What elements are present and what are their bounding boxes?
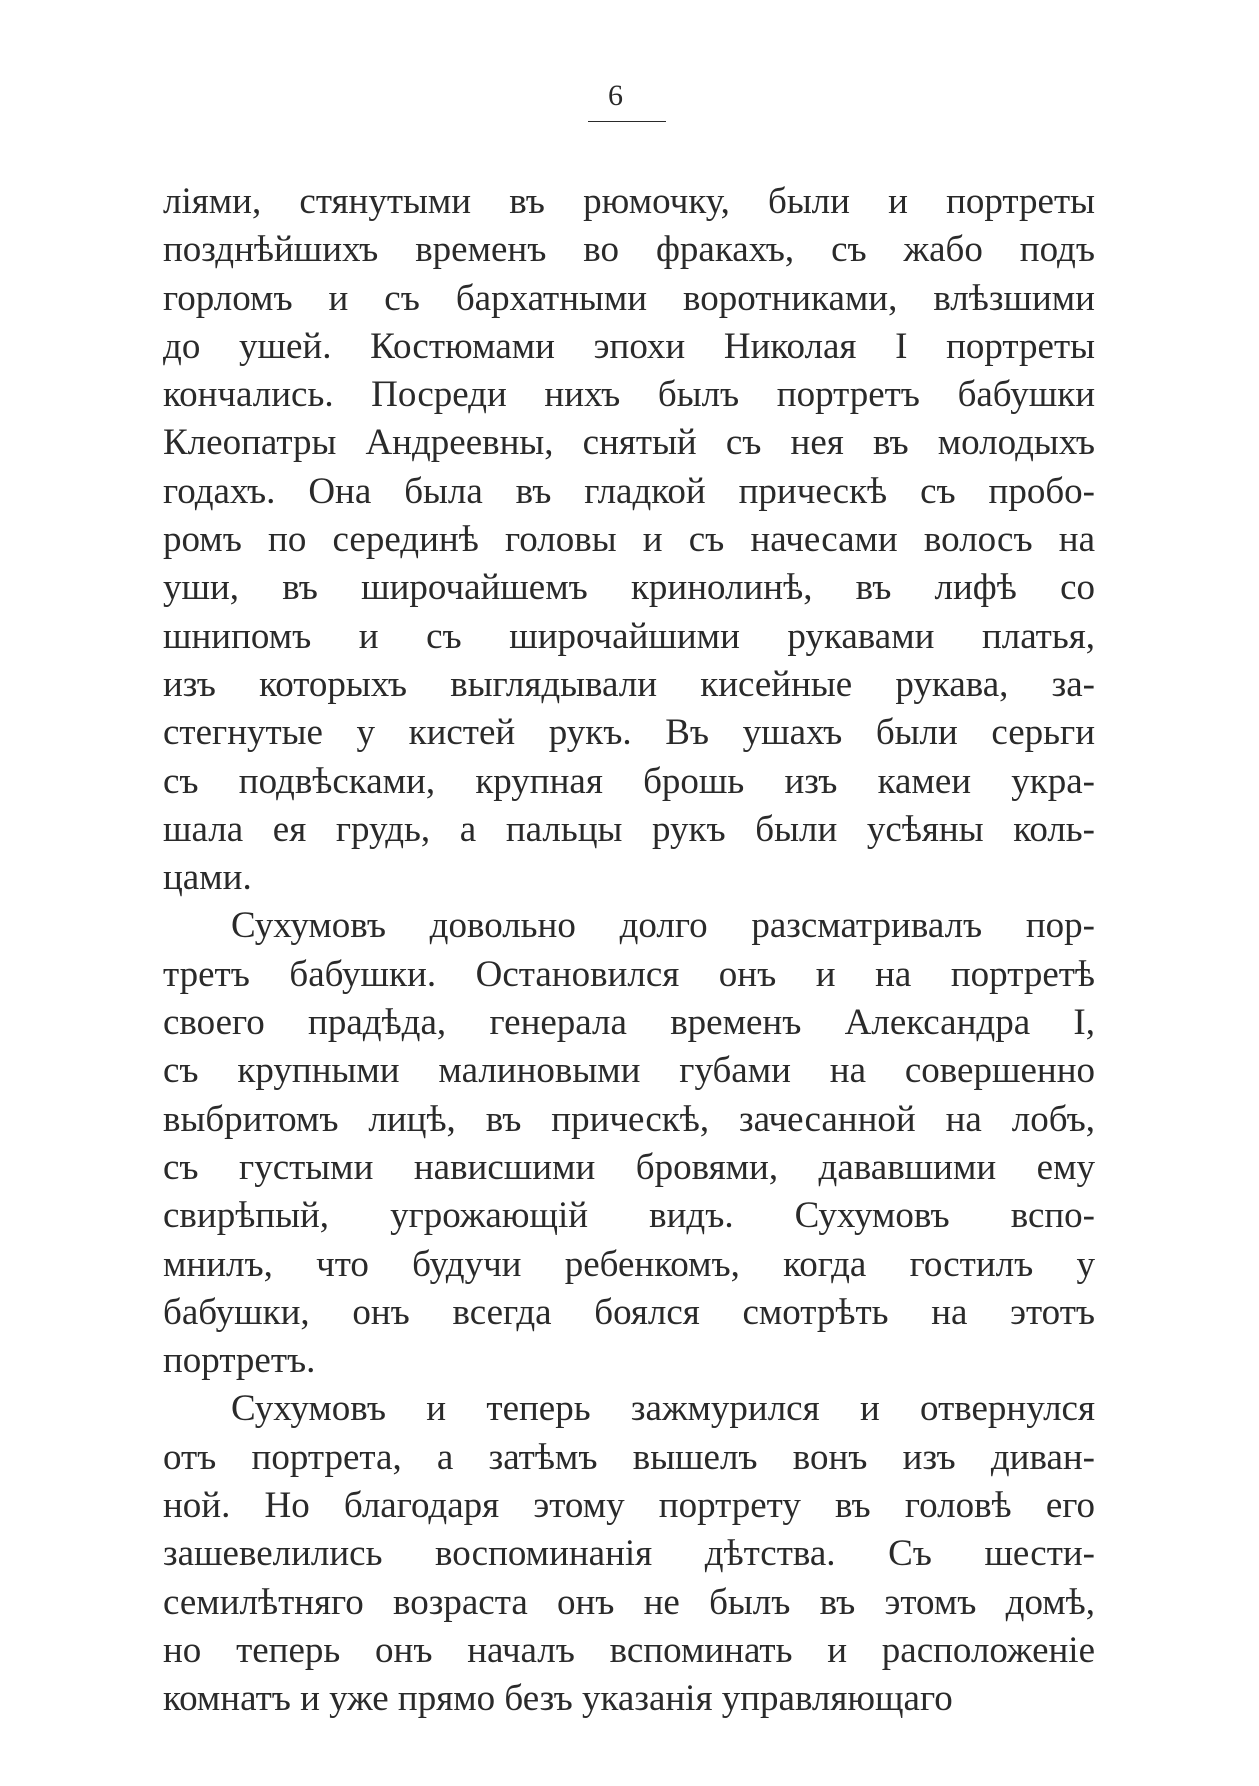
body-text: [163, 178, 1095, 1724]
text-line: но теперь онъ началъ вспоминать и расположеніе: [163, 1629, 1095, 1671]
text-line: годахъ. Она была въ гладкой прическѣ съ пробо-: [163, 470, 1095, 512]
text-line: кончались. Посреди нихъ былъ портретъ бабушки: [163, 374, 1095, 416]
text-line: выбритомъ лицѣ, въ прическѣ, зачесанной на лобъ,: [163, 1098, 1095, 1140]
page-number-rule: [588, 121, 666, 122]
text-line: съ подвѣсками, крупная брошь изъ камеи укра-: [163, 760, 1095, 802]
paragraph: [163, 1385, 1095, 1723]
text-line: Клеопатры Андреевны, снятый съ нея въ молодыхъ: [163, 422, 1095, 464]
text-line: комнатъ и уже прямо безъ указанія управляющаго: [163, 1678, 953, 1720]
text-line: цами.: [163, 857, 252, 899]
page-number: 6: [608, 79, 623, 112]
text-line: портретъ.: [163, 1340, 316, 1382]
paragraph: [163, 902, 1095, 1385]
text-line: до ушей. Костюмами эпохи Николая I портреты: [163, 325, 1095, 367]
text-line: стегнутые у кистей рукъ. Въ ушахъ были серьги: [163, 712, 1095, 754]
text-line: шала ея грудь, а пальцы рукъ были усѣяны коль-: [163, 808, 1095, 850]
text-line: свирѣпый, угрожающій видъ. Сухумовъ вспо-: [163, 1195, 1095, 1237]
text-line: третъ бабушки. Остановился онъ и на портретѣ: [163, 953, 1095, 995]
text-line: шнипомъ и съ широчайшими рукавами платья,: [163, 615, 1095, 657]
text-line: ромъ по серединѣ головы и съ начесами волосъ на: [163, 519, 1095, 561]
text-line: ной. Но благодаря этому портрету въ головѣ его: [163, 1485, 1095, 1527]
text-line: Сухумовъ довольно долго разсматривалъ пор-: [231, 905, 1095, 947]
text-line: съ крупными малиновыми губами на совершенно: [163, 1050, 1095, 1092]
text-line: изъ которыхъ выглядывали кисейные рукава, за-: [163, 663, 1095, 705]
text-line: ліями, стянутыми въ рюмочку, были и портреты: [163, 181, 1095, 222]
text-line: уши, въ широчайшемъ кринолинѣ, въ лифѣ со: [163, 567, 1095, 609]
text-line: семилѣтняго возраста онъ не былъ въ этомъ домѣ,: [163, 1581, 1095, 1623]
text-line: позднѣйшихъ временъ во фракахъ, съ жабо подъ: [163, 229, 1095, 271]
text-line: отъ портрета, а затѣмъ вышелъ вонъ изъ диван-: [163, 1436, 1095, 1478]
paragraph: [163, 178, 1095, 902]
text-line: своего прадѣда, генерала временъ Александра I,: [163, 1002, 1095, 1044]
text-line: Сухумовъ и теперь зажмурился и отвернулся: [231, 1388, 1095, 1430]
text-line: съ густыми нависшими бровями, дававшими ему: [163, 1146, 1095, 1188]
text-line: бабушки, онъ всегда боялся смотрѣть на этотъ: [163, 1291, 1095, 1333]
text-line: горломъ и съ бархатными воротниками, влѣзшими: [163, 277, 1095, 319]
text-line: мнилъ, что будучи ребенкомъ, когда гостилъ у: [163, 1243, 1095, 1285]
text-line: зашевелились воспоминанія дѣтства. Съ шести-: [163, 1533, 1095, 1575]
